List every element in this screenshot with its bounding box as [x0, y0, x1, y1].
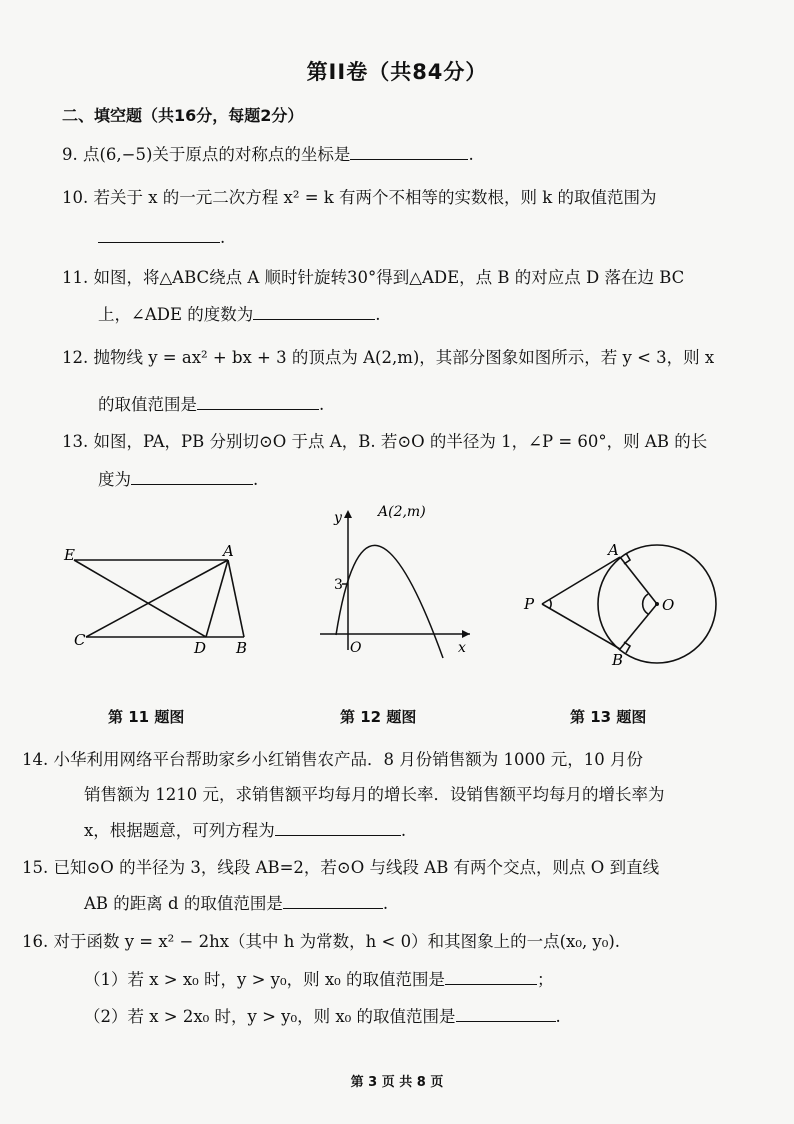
question-15-line2	[84, 890, 388, 914]
segment-ab	[228, 560, 244, 637]
question-14-text: x，根据题意，可列方程为	[84, 821, 275, 840]
angle-o-mark	[643, 594, 648, 614]
question-16-part2	[84, 1003, 561, 1027]
question-10	[62, 184, 657, 208]
label-b: B	[236, 639, 248, 657]
question-16-part2-text: （2）若 x > 2x₀ 时，y > y₀，则 x₀ 的取值范围是	[84, 1007, 456, 1026]
label-c: C	[74, 631, 86, 649]
x-axis-arrow	[462, 630, 470, 638]
question-12-text: 的取值范围是	[98, 395, 197, 414]
label-three: 3	[334, 577, 343, 593]
radius-oa	[620, 557, 657, 604]
question-end: .	[253, 470, 259, 489]
question-16-part1	[84, 966, 554, 990]
label-d: D	[194, 639, 207, 657]
question-11-line2	[98, 301, 381, 325]
label-a: A	[608, 541, 619, 559]
label-origin: O	[350, 640, 362, 656]
answer-blank[interactable]	[275, 821, 401, 836]
question-end: .	[220, 228, 226, 247]
center-dot	[655, 602, 659, 606]
label-a: A	[223, 542, 234, 560]
page-title: 第II卷（共84分）	[306, 60, 488, 84]
question-14-line1: 14. 小华利用网络平台帮助家乡小红销售农产品．8 月份销售额为 1000 元，10 月份	[22, 750, 643, 769]
answer-blank[interactable]	[283, 894, 383, 909]
question-end: .	[319, 395, 325, 414]
segment-ed	[74, 560, 206, 637]
caption-figure-11: 第 11 题图	[108, 708, 185, 726]
caption-figure-13: 第 13 题图	[570, 708, 647, 726]
question-end: .	[468, 145, 474, 164]
question-16-line1: 16. 对于函数 y = x² − 2hx（其中 h 为常数，h < 0）和其图象上的一点(x₀, y₀).	[22, 932, 621, 951]
question-15-line1: 15. 已知⊙O 的半径为 3，线段 AB=2，若⊙O 与线段 AB 有两个交点，则点 O 到直线	[22, 858, 660, 877]
label-p: P	[524, 595, 535, 613]
question-10-text: 10. 若关于 x 的一元二次方程 x² = k 有两个不相等的实数根，则 k 的取值范围为	[62, 188, 657, 207]
segment-ca	[86, 560, 228, 637]
tangent-pa	[542, 557, 620, 604]
question-16-part1-text: （1）若 x > x₀ 时，y > y₀，则 x₀ 的取值范围是	[84, 970, 446, 989]
question-end: ；	[537, 970, 554, 989]
question-12-line1: 12. 抛物线 y = ax² + bx + 3 的顶点为 A(2,m)，其部分图象如图所示，若 y < 3，则 x	[62, 348, 715, 367]
figure-11	[60, 540, 260, 660]
label-b: B	[612, 651, 624, 669]
question-14-line2: 销售额为 1210 元，求销售额平均每月的增长率．设销售额平均每月的增长率为	[84, 785, 665, 804]
segment-ad	[206, 560, 228, 637]
answer-blank[interactable]	[445, 970, 537, 985]
label-y: y	[334, 510, 342, 526]
label-x: x	[458, 640, 466, 656]
tangent-pb	[542, 604, 620, 649]
question-12-line2	[98, 391, 324, 415]
answer-blank[interactable]	[253, 305, 375, 320]
question-13-line1: 13. 如图，PA，PB 分别切⊙O 于点 A，B. 若⊙O 的半径为 1，∠P = 60°，则 AB 的长	[62, 432, 708, 451]
question-13-text: 度为	[98, 470, 131, 489]
angle-p-mark	[550, 600, 551, 608]
question-11-line1: 11. 如图，将△ABC绕点 A 顺时针旋转30°得到△ADE，点 B 的对应点 D 落在边 BC	[62, 268, 685, 287]
answer-blank[interactable]	[98, 228, 220, 243]
section-heading: 二、填空题（共16分，每题2分）	[62, 106, 304, 125]
question-15-text: AB 的距离 d 的取值范围是	[84, 894, 283, 913]
question-end: .	[382, 894, 389, 913]
question-13-line2	[98, 466, 258, 490]
label-vertex: A(2,m)	[378, 504, 426, 520]
page-footer: 第 3 页 共 8 页	[350, 1075, 444, 1090]
question-end: .	[400, 821, 407, 840]
question-11-text: 上，∠ADE 的度数为	[98, 305, 254, 324]
label-o: O	[662, 596, 675, 614]
caption-figure-12: 第 12 题图	[340, 708, 417, 726]
figure-12	[320, 500, 490, 660]
question-14-line3	[84, 817, 406, 841]
label-e: E	[64, 546, 75, 564]
answer-blank[interactable]	[350, 145, 468, 160]
question-9-text: 9. 点(6,−5)关于原点的对称点的坐标是	[62, 145, 351, 164]
question-10-answer	[98, 228, 225, 247]
answer-blank[interactable]	[197, 395, 319, 410]
figure-13	[520, 540, 730, 670]
question-9	[62, 141, 474, 165]
answer-blank[interactable]	[131, 470, 253, 485]
y-axis-arrow	[344, 510, 352, 518]
question-end: .	[375, 305, 381, 324]
answer-blank[interactable]	[456, 1007, 556, 1022]
question-end: .	[555, 1007, 561, 1026]
